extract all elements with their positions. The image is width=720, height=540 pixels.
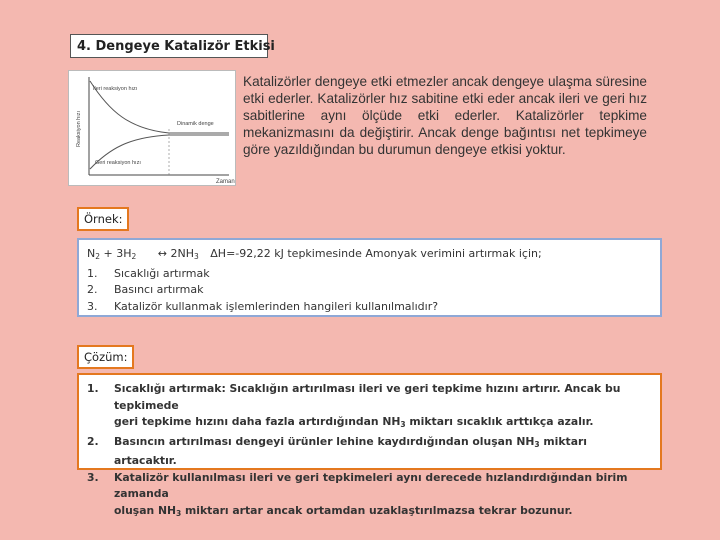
example-item (87, 282, 652, 299)
example-item-number: 3. (87, 299, 98, 313)
equation-rest: ΔH=-92,22 kJ tepkimesinde Amonyak verimini artırmak için; (210, 247, 542, 260)
solution-item (87, 381, 652, 434)
solution-item-number: 3. (87, 470, 99, 484)
nh3-subscript: 3 (176, 508, 182, 518)
equation-plus-h2: + 3H (100, 247, 132, 260)
example-item (87, 266, 652, 283)
example-item-text: Sıcaklığı artırmak (114, 266, 210, 280)
equation-n2: N (87, 247, 96, 260)
solution-item-number: 2. (87, 434, 99, 448)
nh3-subscript: 3 (534, 439, 540, 449)
forward-rate-label: İleri reaksiyon hızı (93, 86, 138, 92)
solution-item-text: geri tepkime hızını daha fazla artırdığından NH (114, 415, 401, 428)
rate-time-graph (68, 70, 236, 186)
solution-item-text: miktarı artar ancak ortamdan uzaklaştırılmazsa tekrar bozunur. (181, 503, 573, 517)
nh3-subscript: 3 (400, 420, 406, 429)
example-item (87, 299, 652, 316)
solution-item-number: 1. (87, 382, 99, 395)
equilibrium-label: Dinamik denge (177, 121, 214, 127)
equation-nh3-sub: 3 (194, 252, 199, 261)
solution-item-text: Katalizör kullanılması ileri ve geri tepkimeleri aynı derecede hızlandırdığından birim zamanda (114, 470, 628, 500)
solution-box (77, 373, 662, 518)
page-title: 4. Dengeye Katalizör Etkisi (70, 34, 268, 58)
graph-x-label: Zaman (216, 179, 235, 185)
equation-arrow-nh3: ↔ 2NH (157, 247, 194, 260)
solution-item (87, 434, 652, 470)
solution-item-text: Sıcaklığı artırmak: Sıcaklığın artırılması ileri ve geri tepkime hızını artırır. Ancak bu tepkimede (114, 382, 621, 412)
reverse-rate-label: Geri reaksiyon hızı (95, 160, 141, 166)
example-item-number: 1. (87, 266, 98, 280)
solution-item-text: miktarı artacaktır. (114, 434, 588, 467)
solution-item (87, 470, 652, 523)
graph-y-label: Reaksiyon hızı (76, 110, 82, 148)
graph-svg (69, 71, 235, 185)
equation-n2-sub: 2 (95, 252, 101, 261)
solution-label: Çözüm: (77, 345, 134, 369)
example-equation (87, 246, 652, 266)
example-item-text: Basıncı artırmak (114, 283, 204, 296)
example-item-number: 2. (87, 283, 98, 296)
example-box (77, 238, 662, 317)
intro-paragraph: Katalizörler dengeye etki etmezler ancak dengeye ulaşma süresine etki ederler. Katalizörler hız sabitine etki eder ancak ileri ve geri hız sabitlerine aynı ölçüde etki ederler. Katalizörler tepkime mekanizmasını da değiştirir. Ancak denge bağıntısı net tepkimeye göre yazıldığından bu durumun dengeye etkisi yoktur. (243, 74, 647, 157)
solution-item-text: miktarı sıcaklık arttıkça azalır. (405, 415, 594, 428)
example-label: Örnek: (77, 207, 129, 231)
solution-item-text: oluşan NH (114, 503, 177, 517)
example-item-text: Katalizör kullanmak işlemlerinden hangileri kullanılmalıdır? (114, 299, 439, 313)
solution-item-text: Basıncın artırılması dengeyi ürünler lehine kaydırdığından oluşan NH (114, 434, 535, 448)
equation-h2-sub: 2 (131, 252, 137, 261)
